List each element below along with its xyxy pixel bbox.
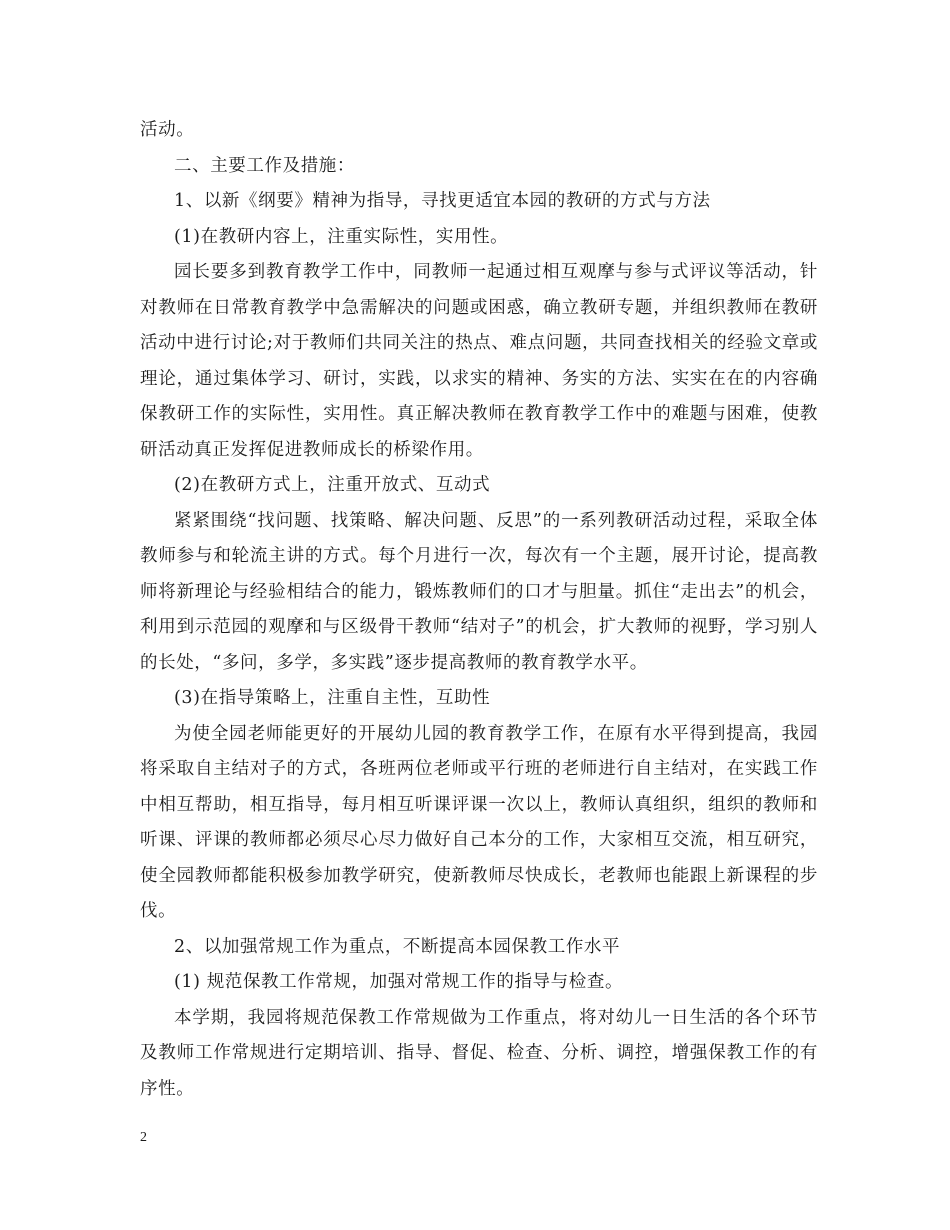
subsection-heading-1: 1、以新《纲要》精神为指导，寻找更适宜本园的教研的方式与方法 xyxy=(174,191,711,211)
body-paragraph-3: 为使全园老师能更好的开展幼儿园的教育教学工作，在原有水平得到提高，我园将采取自主结对子的方式，各班两位老师或平行班的老师进行自主结对，在实践工作中相互帮助，相互指导，每月相互听课评课一次以上，教师认真组织，组织的教师和听课、评课的教师都必须尽心尽力做好自己本分的工作，大家相互交流，相互研究，使全园教师都能积极参加教学研究，使新教师尽快成长，老教师也能跟上新课程的步伐。 xyxy=(140,723,818,921)
section-heading: 二、主要工作及措施： xyxy=(174,155,355,176)
item-heading-1-2: (2)在教研方式上，注重开放式、互动式 xyxy=(174,475,491,495)
subsection-heading-2: 2、以加强常规工作为重点，不断提高本园保教工作水平 xyxy=(174,936,621,957)
document-body xyxy=(140,113,818,1107)
item-heading-1-3: (3)在指导策略上，注重自主性，互助性 xyxy=(174,688,491,708)
body-paragraph-1: 园长要多到教育教学工作中，同教师一起通过相互观摩与参与式评议等活动，针对教师在日常教育教学中急需解决的问题或困惑，确立教研专题，并组织教师在教研活动中进行讨论;对于教师们共同关注的热点、难点问题，共同查找相关的经验文章或理论，通过集体学习、研讨，实践，以求实的精神、务实的方法、实实在在的内容确保教研工作的实际性，实用性。真正解决教师在教育教学工作中的难题与困难，使教研活动真正发挥促进教师成长的桥梁作用。 xyxy=(140,262,818,460)
body-paragraph-2: 紧紧围绕“找问题、找策略、解决问题、反思”的一系列教研活动过程，采取全体教师参与和轮流主讲的方式。每个月进行一次，每次有一个主题，展开讨论，提高教师将新理论与经验相结合的能力，锻炼教师们的口才与胆量。抓住“走出去”的机会，利用到示范园的观摩和与区级骨干教师“结对子”的机会，扩大教师的视野，学习别人的长处，“多问，多学，多实践”逐步提高教师的教育教学水平。 xyxy=(140,510,818,673)
item-heading-2-1: (1) 规范保教工作常规，加强对常规工作的指导与检查。 xyxy=(174,972,624,992)
item-heading-1-1: (1)在教研内容上，注重实际性，实用性。 xyxy=(174,226,509,247)
page-number: 2 xyxy=(140,1130,147,1145)
body-paragraph-4: 本学期，我园将规范保教工作常规做为工作重点，将对幼儿一日生活的各个环节及教师工作常规进行定期培训、指导、督促、检查、分析、调控，增强保教工作的有序性。 xyxy=(140,1007,818,1099)
continued-paragraph: 活动。 xyxy=(140,120,195,140)
